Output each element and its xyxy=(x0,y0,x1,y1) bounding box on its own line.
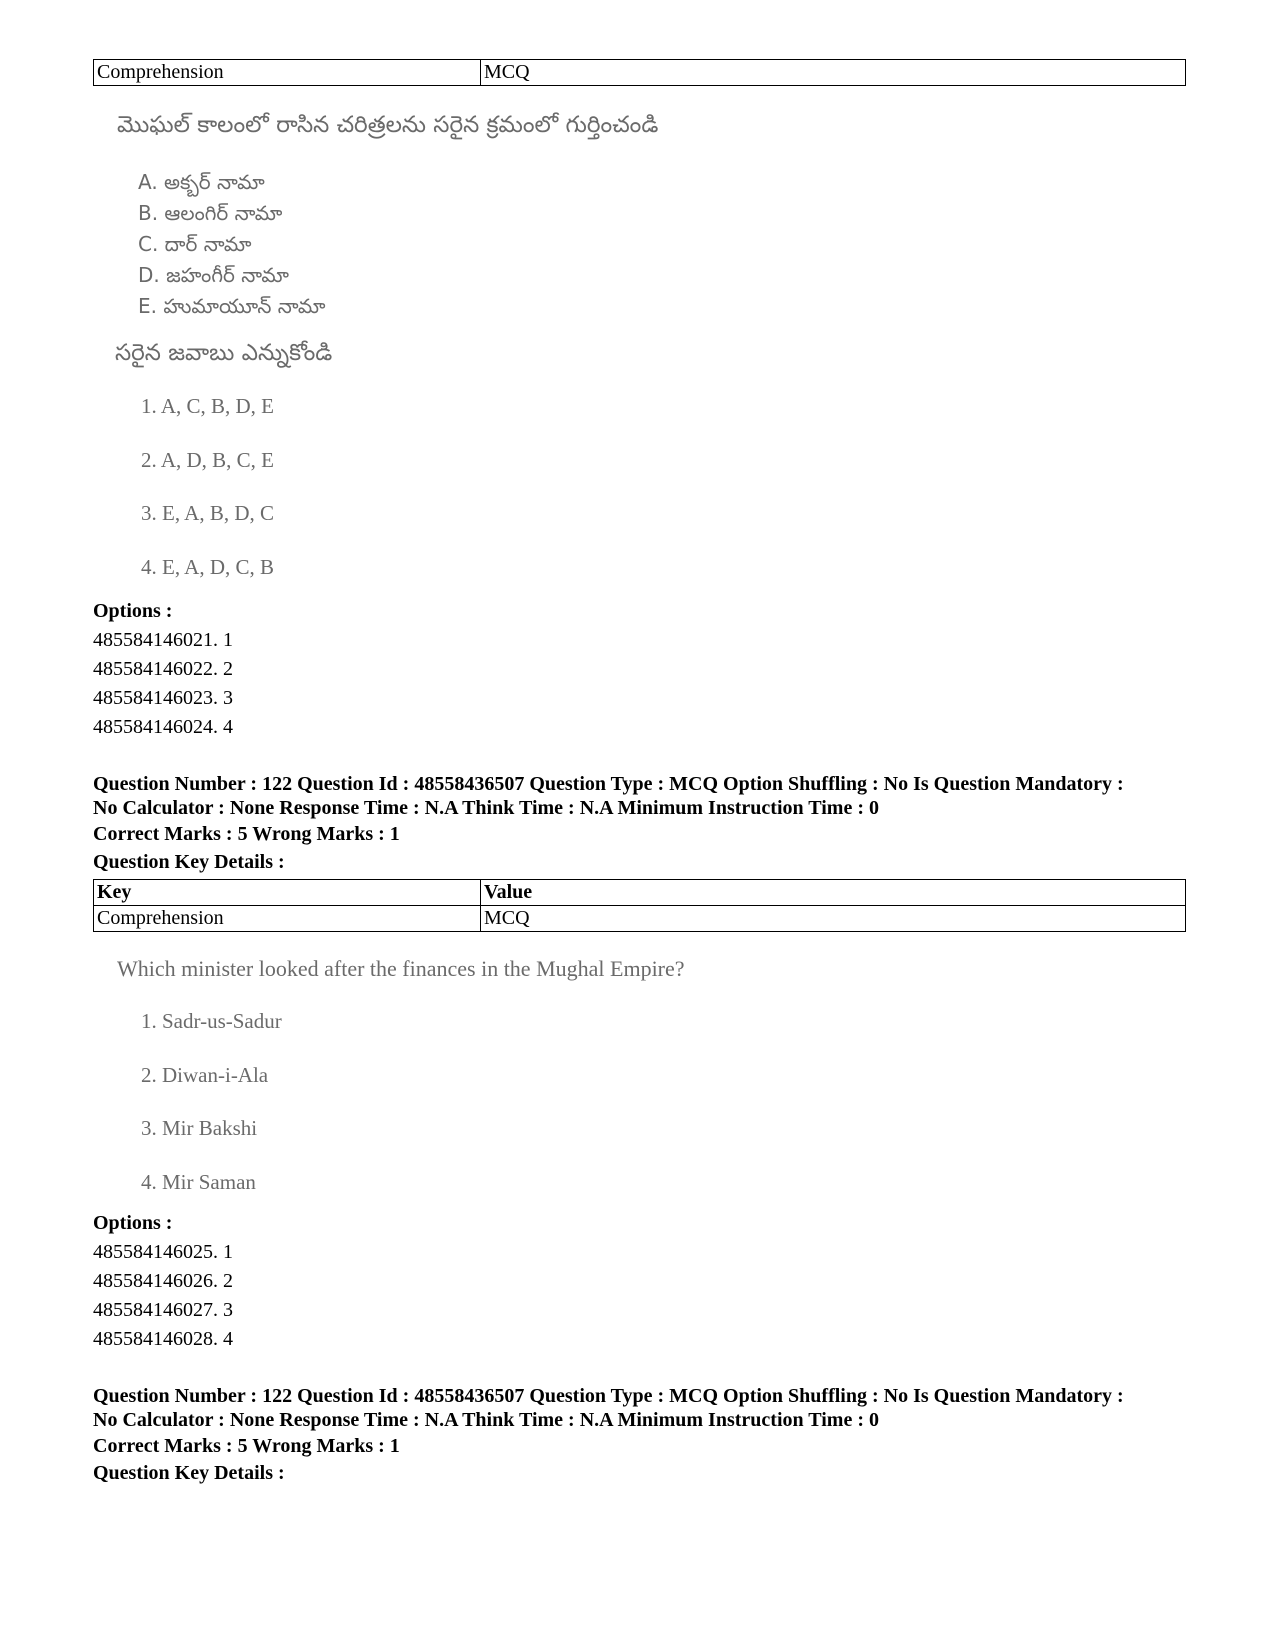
choice-item: 1. Sadr-us-Sadur xyxy=(141,1009,282,1033)
question-meta-line: No Calculator : None Response Time : N.A Think Time : N.A Minimum Instruction Time : 0 xyxy=(93,797,879,819)
option-item: 485584146021. 1 xyxy=(93,629,233,651)
option-item: 485584146022. 2 xyxy=(93,658,233,680)
question-marks: Correct Marks : 5 Wrong Marks : 1 xyxy=(93,1435,400,1457)
question-key-details-label: Question Key Details : xyxy=(93,1462,285,1484)
list-item: D. జహంగీర్ నామా xyxy=(138,263,289,287)
question-stem: మొఘల్ కాలంలో రాసిన చరిత్రలను సరైన క్రమంలో గుర్తించండి xyxy=(117,112,659,138)
question-prompt: సరైన జవాబు ఎన్నుకోండి xyxy=(115,340,333,366)
table-cell-key: Comprehension xyxy=(94,60,481,86)
options-list xyxy=(93,626,233,742)
question-meta xyxy=(93,1384,1186,1432)
choice-item: 3. E, A, B, D, C xyxy=(141,501,275,525)
table-cell-value: MCQ xyxy=(481,60,1186,86)
list-item: C. దార్ నామా xyxy=(138,232,252,256)
choice-item: 2. Diwan-i-Ala xyxy=(141,1062,269,1087)
table-row xyxy=(94,906,1186,932)
option-item: 485584146025. 1 xyxy=(93,1241,233,1263)
question-image-telugu xyxy=(117,112,658,144)
table-cell-value: MCQ xyxy=(481,906,1186,932)
question-image-english xyxy=(117,956,685,982)
choice-item: 3. Mir Bakshi xyxy=(141,1116,258,1140)
option-item: 485584146026. 2 xyxy=(93,1270,233,1292)
list-item: E. హుమాయూన్ నామా xyxy=(138,294,326,318)
list-item: A. అక్బర్ నామా xyxy=(138,170,265,194)
table-header-value: Value xyxy=(481,880,1186,906)
table-header-key: Key xyxy=(94,880,481,906)
table-row xyxy=(94,60,1186,86)
question-key-table xyxy=(93,879,1186,932)
options-title: Options : xyxy=(93,1212,173,1234)
question-key-details-label: Question Key Details : xyxy=(93,851,285,873)
question-meta-line: Question Number : 122 Question Id : 48558436507 Question Type : MCQ Option Shuffling : No Is Question Mandatory : xyxy=(93,1385,1124,1407)
options-title: Options : xyxy=(93,600,173,622)
question-key-table-top xyxy=(93,59,1186,86)
question-choices xyxy=(141,380,274,594)
options-list xyxy=(93,1238,233,1354)
table-header-row xyxy=(94,880,1186,906)
choice-item: 1. A, C, B, D, E xyxy=(141,394,275,418)
question-stem: Which minister looked after the finances in the Mughal Empire? xyxy=(117,956,685,981)
question-prompt-wrap xyxy=(115,340,332,372)
question-marks: Correct Marks : 5 Wrong Marks : 1 xyxy=(93,823,400,845)
choice-item: 2. A, D, B, C, E xyxy=(141,447,275,472)
question-items-list xyxy=(138,167,326,322)
choice-item: 4. E, A, D, C, B xyxy=(141,554,275,579)
option-item: 485584146028. 4 xyxy=(93,1328,233,1350)
table-cell-key: Comprehension xyxy=(94,906,481,932)
choice-item: 4. Mir Saman xyxy=(141,1169,256,1194)
question-meta-line: No Calculator : None Response Time : N.A Think Time : N.A Minimum Instruction Time : 0 xyxy=(93,1409,879,1431)
list-item: B. ఆలంగిర్ నామా xyxy=(138,201,283,225)
question-choices xyxy=(141,995,282,1209)
option-item: 485584146023. 3 xyxy=(93,687,233,709)
option-item: 485584146027. 3 xyxy=(93,1299,233,1321)
option-item: 485584146024. 4 xyxy=(93,716,233,738)
question-meta-line: Question Number : 122 Question Id : 48558436507 Question Type : MCQ Option Shuffling : No Is Question Mandatory : xyxy=(93,773,1124,795)
question-meta xyxy=(93,772,1186,820)
